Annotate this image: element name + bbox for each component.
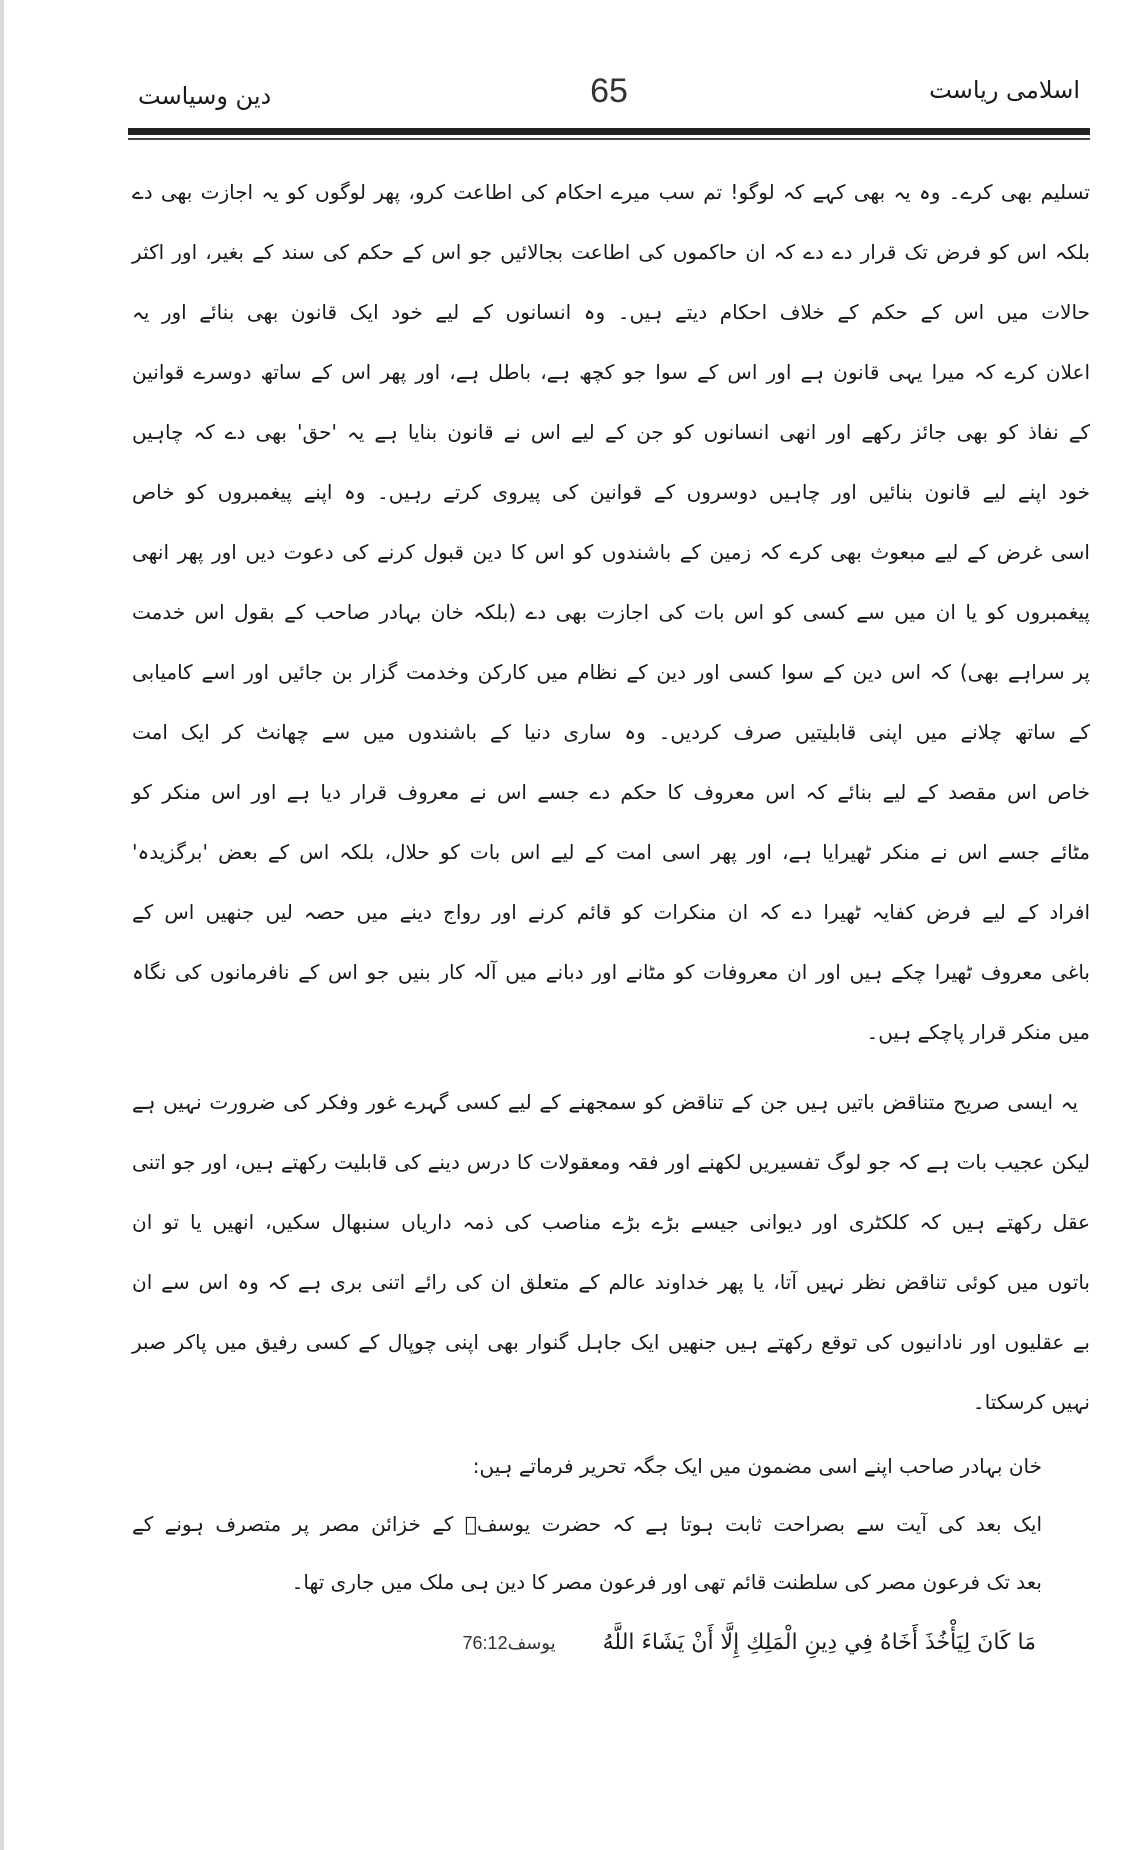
book-title: اسلامی ریاست	[929, 76, 1080, 104]
text-line: مٹائے جسے اس نے منکر ٹھیرایا ہے، اور پھر اسی امت کے لیے اس بات کو حلال، بلکہ اس کے بعض 'برگزیدہ'	[132, 840, 1090, 864]
text-line: کے نفاذ کو بھی جائز رکھے اور انھی انسانوں کو جن کے لیے اس نے قانون بنایا ہے یہ 'حق' بھی دے کہ چاہیں	[132, 420, 1090, 444]
verse-reference	[463, 1611, 556, 1676]
text-line: بے عقلیوں اور نادانیوں کی توقع رکھتے ہیں جنھیں ایک جاہل گنوار بھی اپنی چوپال کے کسی رفیق میں پاکر صبر	[132, 1330, 1090, 1354]
verse-number: 76:12	[462, 1633, 508, 1653]
text-line: بلکہ اس کو فرض تک قرار دے دے کہ ان حاکموں کی اطاعت بجالائیں جو اس کے حکم کی سند کے بغیر، اور اکثر	[132, 240, 1090, 264]
verse-text: مَا كَانَ لِيَأْخُذَ أَخَاهُ فِي دِينِ الْمَلِكِ إِلَّا أَنْ يَشَاءَ اللَّهُ	[602, 1630, 1036, 1655]
header-rule-thin	[128, 138, 1090, 140]
running-header	[128, 72, 1090, 116]
text-line: حالات میں اس کے حکم کے خلاف احکام دیتے ہیں۔ وہ انسانوں کے لیے خود ایک قانون بھی بنائے اور یہ	[132, 300, 1090, 324]
text-line: یہ ایسی صریح متناقض باتیں ہیں جن کے تناقض کو سمجھنے کے لیے کسی گہرے غور وفکر کی ضرورت نہیں ہے	[132, 1090, 1078, 1114]
text-line: باغی معروف ٹھیرا چکے ہیں اور ان معروفات کو مٹانے اور دبانے میں آلہ کار بنیں جو اس کے نافرمانوں کی نگاہ	[132, 960, 1090, 984]
text-line: نہیں کرسکتا۔	[972, 1390, 1090, 1414]
surah-name: یوسف	[507, 1633, 556, 1654]
quote-line: ایک بعد کی آیت سے بصراحت ثابت ہوتا ہے کہ حضرت یوسفؑ کے خزائن مصر پر متصرف ہونے کے	[132, 1512, 1042, 1536]
text-line: کے ساتھ چلانے میں اپنی قابلیتیں صرف کردیں۔ وہ ساری دنیا کے باشندوں میں سے چھانٹ کر ایک امت	[132, 720, 1090, 744]
text-line: باتوں میں کوئی تناقض نظر نہیں آتا، یا پھر خداوند عالم کے متعلق ان کی رائے اتنی بری ہے کہ وہ اس سے ان	[132, 1270, 1090, 1294]
text-line: اعلان کرے کہ میرا یہی قانون ہے اور اس کے سوا جو کچھ ہے، باطل ہے، اور پھر اس کے ساتھ دوسرے قوانین	[132, 360, 1090, 384]
scan-edge	[0, 0, 4, 1850]
text-line: تسلیم بھی کرے۔ وہ یہ بھی کہے کہ لوگو! تم سب میرے احکام کی اطاعت کرو، پھر لوگوں کو یہ اجازت بھی دے	[132, 180, 1090, 204]
text-line: پر سراہے بھی) کہ اس دین کے سوا کسی اور دین کے نظام میں کارکن وخدمت گزار بن جائیں اور اسے کامیابی	[132, 660, 1090, 684]
header-rule-thick	[128, 128, 1090, 135]
text-line: میں منکر قرار پاچکے ہیں۔	[866, 1020, 1090, 1044]
text-line: خود اپنے لیے قانون بنائیں اور چاہیں دوسروں کے قوانین کی پیروی کرتے رہیں۔ وہ اپنے پیغمبروں کو خاص	[132, 480, 1090, 504]
text-line: افراد کے لیے فرض کفایہ ٹھیرا دے کہ ان منکرات کو قائم کرنے اور رواج دینے میں حصہ لیں جنھیں اس کے	[132, 900, 1090, 924]
text-line: خاص اس مقصد کے لیے بنائے کہ اس معروف کا حکم دے جسے اس نے معروف قرار دیا ہے اور اس منکر کو	[132, 780, 1090, 804]
block-quote	[132, 1495, 1042, 1611]
text-line: عقل رکھتے ہیں کہ کلکٹری اور دیوانی جیسے بڑے بڑے مناصب کی ذمہ داریاں سنبھال سکیں، انھیں یا تو ان	[132, 1210, 1090, 1234]
page-number: 65	[590, 72, 628, 110]
chapter-title: دین وسیاست	[138, 82, 272, 110]
paragraph-1	[132, 162, 1090, 1062]
text-line: لیکن عجیب بات ہے کہ جو لوگ تفسیریں لکھنے اور فقہ ومعقولات کا درس دینے کی قابلیت رکھتے ہیں، اور جو اتنی	[132, 1150, 1090, 1174]
page-body	[132, 162, 1090, 1676]
paragraph-2	[132, 1072, 1090, 1432]
quote-intro: خان بہادر صاحب اپنے اسی مضمون میں ایک جگہ تحریر فرماتے ہیں:	[472, 1454, 1042, 1478]
text-line: اسی غرض کے لیے مبعوث بھی کرے کہ زمین کے باشندوں کو اس کا دین قبول کرنے کی دعوت دیں اور پھر انھی	[132, 540, 1090, 564]
quran-verse	[132, 1611, 1036, 1676]
text-line: پیغمبروں کو یا ان میں سے کسی کو اس بات کی اجازت بھی دے (بلکہ خان بہادر صاحب کے بقول اس خدمت	[132, 600, 1090, 624]
quote-line: بعد تک فرعون مصر کی سلطنت قائم تھی اور فرعون مصر کا دین ہی ملک میں جاری تھا۔	[291, 1570, 1042, 1594]
